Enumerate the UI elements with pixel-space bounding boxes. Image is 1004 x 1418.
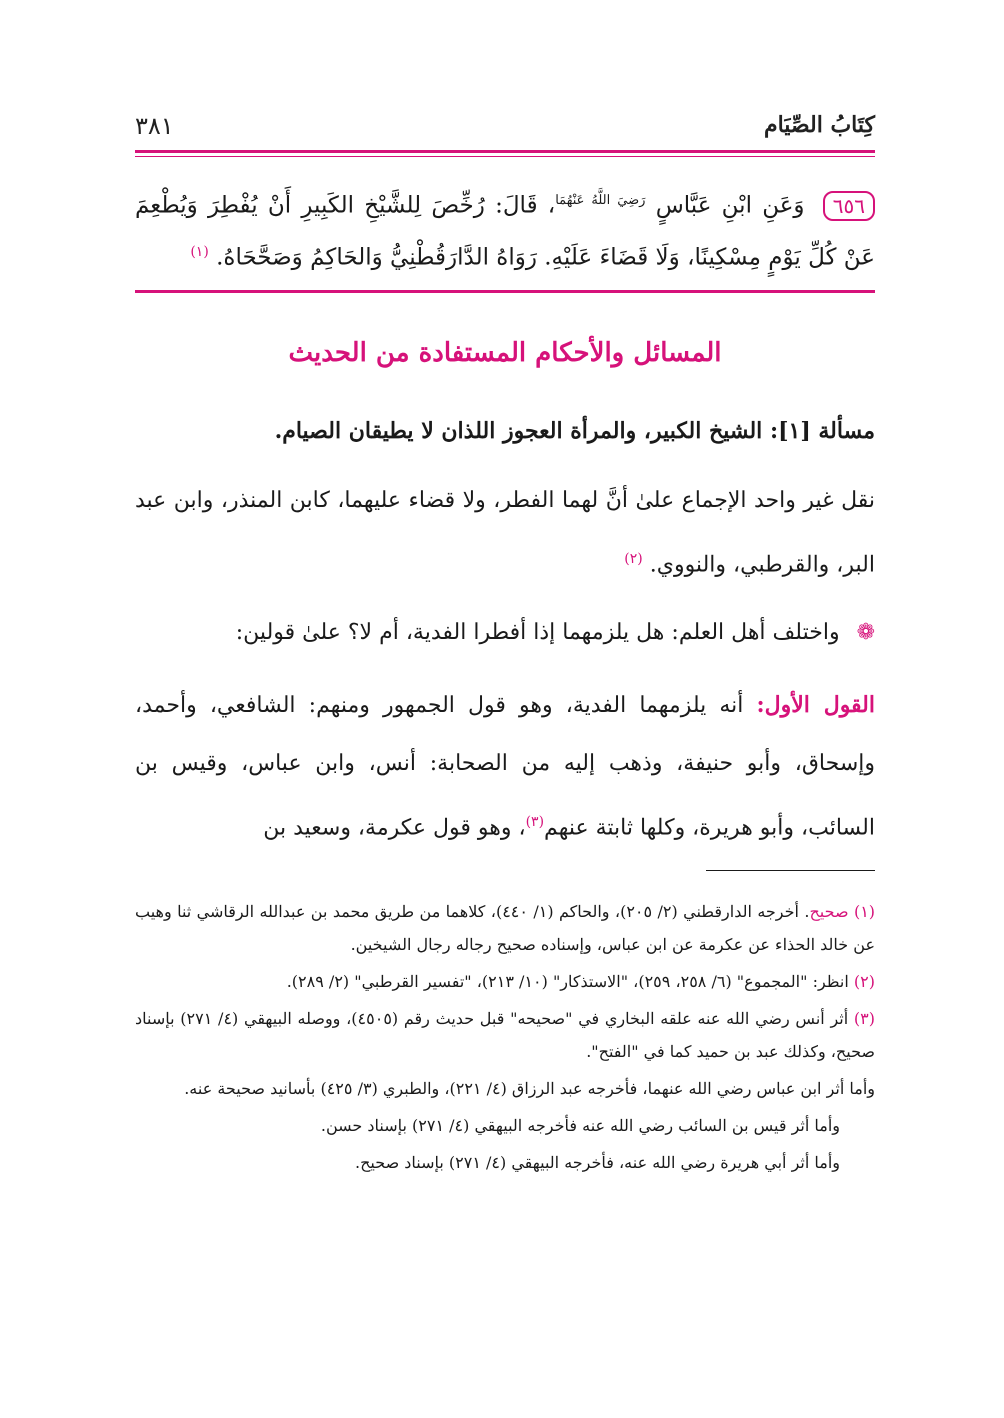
hadith-number-badge: ٦٥٦ xyxy=(823,191,875,221)
flower-icon: ❁ xyxy=(856,620,875,645)
paragraph-text: واختلف أهل العلم: هل يلزمهما إذا أفطرا الفدية، أم لا؟ علىٰ قولين: xyxy=(235,620,840,645)
footnote-number: (١) xyxy=(853,902,876,921)
hadith-rule xyxy=(135,290,875,293)
page-number: ٣٨١ xyxy=(135,112,174,140)
paragraph-first-opinion xyxy=(135,676,875,857)
footnote-text: . أخرجه الدارقطني (٢/ ٢٠٥)، والحاكم (١/ ٤٤٠)، كلاهما من طريق محمد بن عبدالله الرقاشي ثنا وهيب عن خالد الحذاء عن عكرمة عن ابن عباس، وإسناده صحيح رجاله رجال الشيخين. xyxy=(135,902,875,954)
footnote-separator xyxy=(706,870,875,871)
footnote-3-continued: وأما أثر أبي هريرة رضي الله عنه، فأخرجه البيهقي (٤/ ٢٧١) بإسناد صحيح. xyxy=(355,1153,840,1172)
footnote-3-continued: وأما أثر قيس بن السائب رضي الله عنه فأخرجه البيهقي (٤/ ٢٧١) بإسناد حسن. xyxy=(320,1116,840,1135)
footnote-2 xyxy=(135,965,875,998)
hadith-block xyxy=(135,178,875,280)
footnote-ref-1[interactable]: (١) xyxy=(190,243,209,260)
footnote-ref-3[interactable]: (٣) xyxy=(525,814,545,830)
footnote-1 xyxy=(135,895,875,961)
section-heading: المسائل والأحكام المستفادة من الحديث xyxy=(288,338,722,368)
honorific-glyph: رَضِيَ اللَّهُ عَنْهُمَا xyxy=(555,193,646,208)
footnote-number: (٣) xyxy=(853,1009,876,1028)
paragraph-text: أنه يلزمهما الفدية، وهو قول الجمهور ومنهم: الشافعي، وأحمد، وإسحاق، وأبو حنيفة، وذهب إليه من الصحابة: أنس، وابن عباس، وقيس بن السائب، وأبو هريرة، وكلها ثابتة عنهم xyxy=(135,693,875,841)
footnote-text: أثر أنس رضي الله عنه علقه البخاري في "صحيحه" قبل حديث رقم (٤٥٠٥)، ووصله البيهقي (٤/ ٢٧١) بإسناد صحيح، وكذلك عبد بن حميد كما في "الفتح". xyxy=(135,1009,875,1061)
paragraph-consensus xyxy=(135,472,875,594)
issue-title: الشيخ الكبير، والمرأة العجوز اللذان لا يطيقان الصيام. xyxy=(274,418,763,444)
book-title: كِتَابُ الصِّيَام xyxy=(763,112,875,138)
paragraph-disagreement xyxy=(135,604,875,662)
footnotes xyxy=(135,895,875,1183)
header-rule-thin xyxy=(135,156,875,157)
footnote-number: (٢) xyxy=(853,972,875,991)
issue-label: مسألة [١]: xyxy=(769,418,875,444)
footnote-3-continued: وأما أثر ابن عباس رضي الله عنهما، فأخرجه عبد الرزاق (٤/ ٢٢١)، والطبري (٣/ ٤٢٥) بأسانيد صحيحة عنه. xyxy=(184,1079,875,1098)
paragraph-text: نقل غير واحد الإجماع علىٰ أنَّ لهما الفطر، ولا قضاء عليهما، كابن المنذر، وابن عبد البر، والقرطبي، والنووي. xyxy=(135,488,875,578)
hadith-text-start: وَعَنِ ابْنِ عَبَّاسٍ xyxy=(655,192,805,219)
paragraph-text-end: ، وهو قول عكرمة، وسعيد بن xyxy=(263,815,526,841)
grading-label: صحيح xyxy=(809,902,849,921)
hadith-text-rest: ، قَالَ: رُخِّصَ لِلشَّيْخِ الكَبِيرِ أَنْ يُفْطِرَ وَيُطْعِمَ عَنْ كُلِّ يَوْمٍ مِسْكِينًا، وَلَا قَضَاءَ عَلَيْهِ. رَوَاهُ الدَّارَقُطْنِيُّ وَالحَاكِمُ وَصَحَّحَاهُ. xyxy=(135,192,875,271)
footnote-ref-2[interactable]: (٢) xyxy=(624,551,643,567)
footnote-text: انظر: "المجموع" (٦/ ٢٥٨، ٢٥٩)، "الاستذكار" (١٠/ ٢١٣)، "تفسير القرطبي" (٢/ ٢٨٩). xyxy=(286,972,849,991)
footnote-3 xyxy=(135,1002,875,1068)
page-header xyxy=(135,112,875,152)
opinion-label: القول الأول: xyxy=(756,692,876,718)
header-rule xyxy=(135,150,875,153)
issue-heading xyxy=(135,418,875,444)
